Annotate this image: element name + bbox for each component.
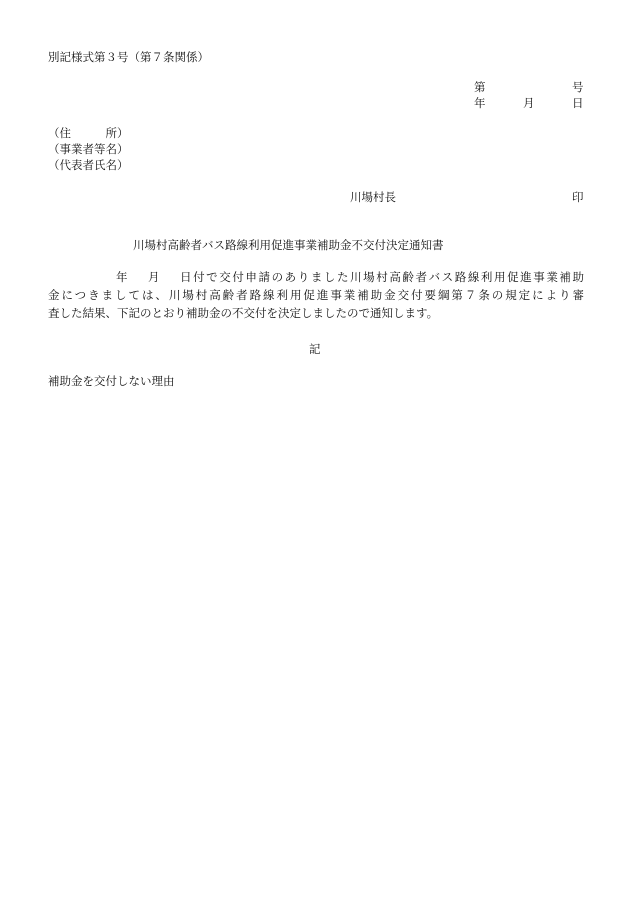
body-line-2: 金につきましては、川場村高齢者路線利用促進事業補助金交付要綱第７条の規定により審 [48, 288, 584, 302]
date-month: 月 [523, 96, 535, 110]
seal-mark: 印 [572, 190, 584, 204]
recipient-representative: （代表者氏名） [48, 158, 129, 172]
form-label: 別記様式第３号（第７条関係） [48, 50, 209, 64]
date-day: 日 [572, 96, 584, 110]
document-title: 川場村高齢者バス路線利用促進事業補助金不交付決定通知書 [133, 238, 444, 252]
date-year: 年 [474, 96, 486, 110]
recipient-address: （住 所） [48, 126, 129, 140]
body-paragraph [48, 268, 584, 322]
doc-number-suffix: 号 [572, 80, 584, 94]
body-line-1 [48, 268, 584, 286]
body-line-3: 査した結果、下記のとおり補助金の不交付を決定しましたので通知します。 [48, 306, 439, 320]
body-date-year: 年 [116, 270, 128, 284]
body-date-month: 月 [148, 270, 160, 284]
recipient-business: （事業者等名） [48, 142, 129, 156]
reason-label: 補助金を交付しない理由 [48, 374, 175, 388]
body-line-1-text: 日付で交付申請のありました川場村高齢者バス路線利用促進事業補助 [180, 270, 584, 284]
doc-number-prefix: 第 [474, 80, 486, 94]
ki-heading: 記 [309, 342, 321, 356]
sender-title: 川場村長 [350, 190, 396, 204]
